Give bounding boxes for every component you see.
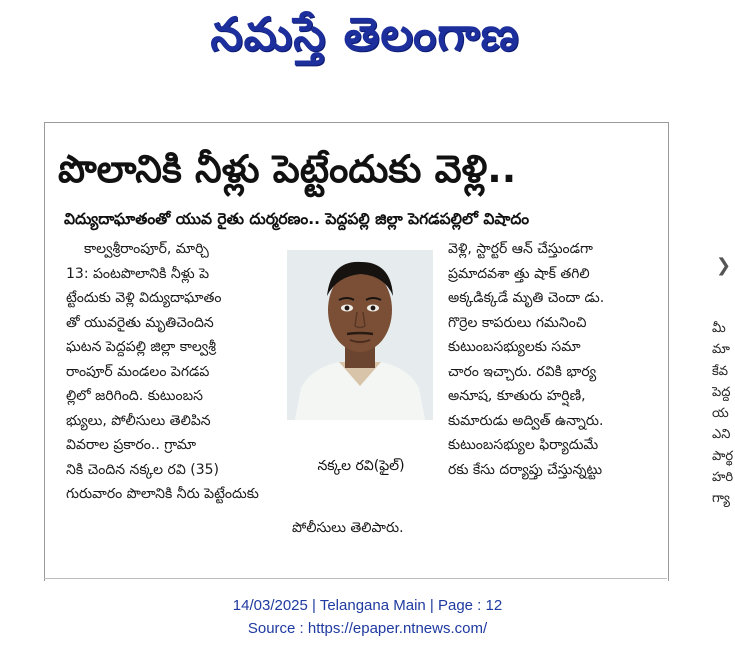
column-2-line: గొర్రెల కాపరులు గమనించి <box>448 314 587 331</box>
fragment-line: పెద్ద <box>712 384 731 400</box>
column-2-line: అనూష, కూతురు హర్షిణి, <box>448 388 586 404</box>
column-2-line: వెళ్లి, స్టార్టర్ ఆన్ చేస్తుండగా <box>448 241 593 257</box>
clipping-bottom-rule <box>44 578 667 579</box>
column-2-line: కుమారుడు అద్విత్ ఉన్నారు. <box>448 412 604 429</box>
person-photo-image <box>287 250 433 420</box>
fragment-line: మా <box>712 342 730 358</box>
masthead-logo <box>150 4 580 76</box>
column-2-line: చారం ఇచ్చారు. రవికి భార్య <box>448 363 597 380</box>
fragment-line: మీ <box>712 321 726 336</box>
column-1-line: నికి చెందిన నక్కల రవి (35) <box>66 461 219 478</box>
fragment-line: య <box>712 406 729 422</box>
masthead-title: నమస్తే తెలంగాణ <box>210 7 520 61</box>
column-1-line: 13: పంటపొలానికి నీళ్లు పె <box>66 265 210 282</box>
footer-date-page: 14/03/2025 | Telangana Main | Page : 12 <box>232 597 503 614</box>
column-1-line: ట్టేందుకు వెళ్లి విద్యుదాఘాతం <box>66 290 222 306</box>
fragment-line: హరి <box>712 470 734 486</box>
footer-source: Source : https://epaper.ntnews.com/ <box>247 620 488 637</box>
chevron-right-icon[interactable]: ❯ <box>716 255 732 276</box>
column-1-line: ల్లిలో జరిగింది. కుటుంబస <box>66 388 203 404</box>
fragment-line: ఎని <box>712 427 731 443</box>
column-1-line: కాల్వశ్రీరాంపూర్, మార్చి <box>84 241 209 257</box>
photo-caption: నక్కల రవి(ఫైల్) <box>317 458 405 474</box>
article-column-2 <box>448 237 656 482</box>
adjacent-article-fragment <box>712 318 735 510</box>
column-1-line: రాంపూర్ మండలం పెగడప <box>66 363 210 380</box>
column-1-line: భ్యులు, పోలీసులు తెలిపిన <box>66 412 211 429</box>
fragment-line: గ్యా <box>712 491 730 507</box>
column-2-line: ప్రమాదవశా త్తు షాక్ తగిలి <box>448 265 590 282</box>
column-2-line: అక్కడిక్కడే మృతి చెందా డు. <box>448 290 605 306</box>
person-photo <box>287 250 433 420</box>
article-subheadline: విద్యుదాఘాతంతో యువ రైతు దుర్మరణం.. పెద్దపల్లి జిల్లా పెగడపల్లిలో విషాదం <box>64 210 530 228</box>
column-2-line: కుటుంబసభ్యుల ఫిర్యాదుమే <box>448 437 599 453</box>
fragment-line: కేవ <box>712 363 729 379</box>
column-2-last-line: పోలీసులు తెలిపారు. <box>292 520 404 536</box>
column-1-line: ఘటన పెద్దపల్లి జిల్లా కాల్వశ్రీ <box>66 339 216 355</box>
column-1-line: తో యువరైతు మృతిచెందిన <box>66 314 214 331</box>
fragment-line: పార్థ <box>712 448 734 464</box>
column-2-line: రకు కేసు దర్యాప్తు చేస్తున్నట్టు <box>448 461 603 478</box>
column-1-line: వివరాల ప్రకారం.. గ్రామా <box>66 437 197 453</box>
article-headline: పొలానికి నీళ్లు పెట్టేందుకు వెళ్లి.. <box>58 147 517 191</box>
article-column-1 <box>66 237 282 507</box>
column-2-line: కుటుంబసభ్యులకు సమా <box>448 339 581 355</box>
column-1-line: గురువారం పొలానికి నీరు పెట్టేందుకు <box>66 486 259 502</box>
